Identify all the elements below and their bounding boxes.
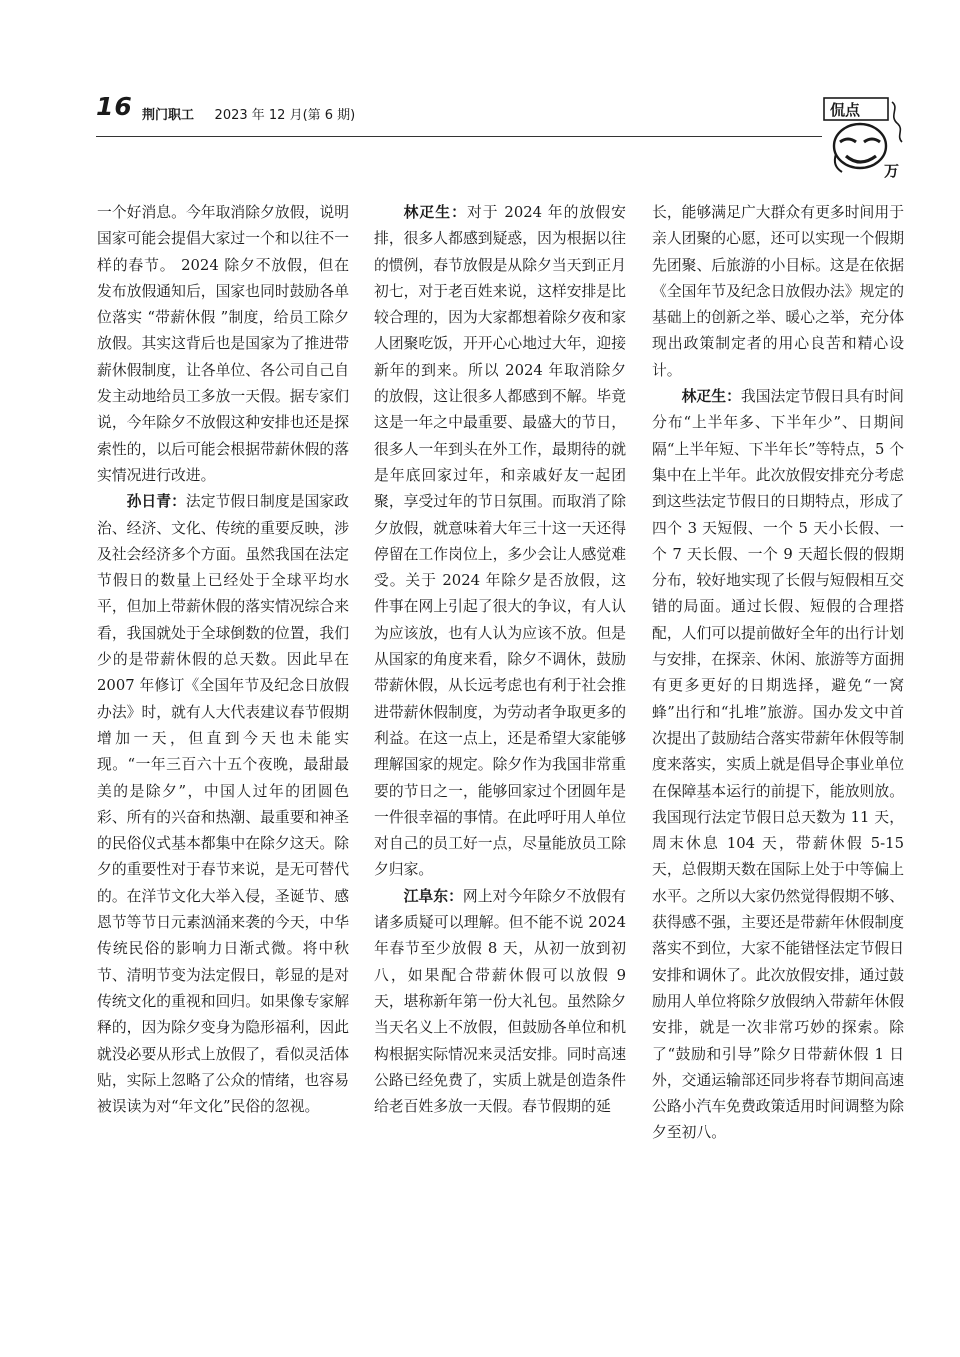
header-rule bbox=[96, 136, 822, 137]
paragraph-text: 法定节假日制度是国家政治、经济、文化、传统的重要反映，涉及社会经济多个方面。虽然我国在法定节假日的数量上已经处于全球平均水平，但加上带薪休假的落实情况综合来看，我国就处于全球倒数的位置，我们少的是带薪休假的总天数。因此早在 2007 年修订《全国年节及纪念日放假办法》时，就有人大代表建议春节假期增加一天，但直到今天也未能实现。“一年三百六十五个夜晚，最甜最美的是除夕”，中国人过年的团圆色彩、所有的兴奋和热潮、最重要和神圣的民俗仪式基本都集中在除夕这天。除夕的重要性对于春节来说，是无可替代的。在洋节文化大举入侵，圣诞节、感恩节等节日元素汹涌来袭的今天，中华传统民俗的影响力日渐式微。将中秋节、清明节变为法定假日，彰显的是对传统文化的重视和回归。如果像专家解释的，因为除夕变身为隐形福利，因此就没必要从形式上放假了，看似灵活体贴，实际上忽略了公众的情绪，也容易被误读为对“年文化”民俗的忽视。 bbox=[97, 493, 349, 1116]
paragraph: 一个好消息。今年取消除夕放假，说明国家可能会提倡大家过一个和以往不一样的春节。 2024 除夕不放假，但在发布放假通知后，国家也同时鼓励各单位落实 “带薪休假 ”制度，给员工除夕放假。其实这背后也是国家为了推进带薪休假制度，让各单位、各公司自己自发主动地给员工多放一天假。据专家们说，今年除夕不放假这种安排也还是探索性的，以后可能会根据带薪休假的落实情况进行改进。 bbox=[97, 204, 349, 484]
speaker-name: 孙日青： bbox=[126, 493, 186, 511]
column-1 bbox=[97, 200, 349, 1120]
magazine-name: 荆门职工 bbox=[142, 108, 195, 123]
paragraph-text: 网上对今年除夕不放假有诸多质疑可以理解。但不能不说 2024 年春节至少放假 8 天，从初一放到初八，如果配合带薪休假可以放假 9 天，堪称新年第一份大礼包。虽然除夕当天名义上不放假，但鼓励各单位和机构根据实际情况来灵活安排。同时高速公路已经免费了，实质上就是创造条件给老百姓多放一天假。春节假期的延 bbox=[374, 887, 626, 1116]
speaker-name: 林疋生： bbox=[681, 388, 741, 406]
page-number: 16 bbox=[96, 92, 133, 121]
talking-head-logo-icon bbox=[822, 94, 908, 180]
paragraph bbox=[374, 200, 626, 884]
column-3 bbox=[652, 200, 904, 1147]
speaker-name: 江阜东： bbox=[403, 887, 463, 905]
paragraph-text: 我国法定节假日具有时间分布“上半年多、下半年少”、日期间隔“上半年短、下半年长”等特点，5 个集中在上半年。此次放假安排充分考虑到这些法定节假日的日期特点，形成了四个 3 天短假、一个 5 天小长假、一个 7 天长假、一个 9 天超长假的假期分布，较好地实现了长假与短假相互交错的局面。通过长假、短假的合理搭配，人们可以提前做好全年的出行计划与安排，在探亲、休闲、旅游等方面拥有更多更好的日期选择，避免“一窝蜂”出行和“扎堆”旅游。国办发文中首次提出了鼓励结合落实带薪年休假等制度来落实，实质上就是倡导企事业单位在保障基本运行的前提下，能放则放。我国现行法定节假日总天数为 11 天，周末休息 104 天，带薪休假 5-15 天，总假期天数在国际上处于中等偏上水平。之所以大家仍然觉得假期不够、获得感不强，主要还是带薪年休假制度落实不到位，大家不能错怪法定节假日安排和调休了。此次放假安排，通过鼓励用人单位将除夕放假纳入带薪年休假安排，就是一次非常巧妙的探索。除了“鼓励和引导”除夕日带薪休假 1 日外，交通运输部还同步将春节期间高速公路小汽车免费政策适用时间调整为除夕至初八。 bbox=[652, 388, 904, 1142]
paragraph bbox=[97, 489, 349, 1120]
paragraph bbox=[374, 884, 626, 1121]
page-header bbox=[96, 92, 816, 132]
logo-text-side: 万 bbox=[884, 162, 900, 180]
paragraph-text: 对于 2024 年的放假安排，很多人都感到疑惑，因为根据以往的惯例，春节放假是从除夕当天到正月初七，对于老百姓来说，这样安排是比较合理的，因为大家都想着除夕夜和家人团聚吃饭，开开心心地过大年，迎接新年的到来。所以 2024 年取消除夕的放假，这让很多人都感到不解。毕竟这是一年之中最重要、最盛大的节日，很多人一年到头在外工作，最期待的就是年底回家过年，和亲戚好友一起团聚，享受过年的节日氛围。而取消了除夕放假，就意味着大年三十这一天还得停留在工作岗位上，多少会让人感觉难受。关于 2024 年除夕是否放假，这件事在网上引起了很大的争议，有人认为应该放，也有人认为应该不放。但是从国家的角度来看，除夕不调休，鼓励带薪休假，从长远考虑也有利于社会推进带薪休假制度，为劳动者争取更多的利益。在这一点上，还是希望大家能够理解国家的规定。除夕作为我国非常重要的节日之一，能够回家过个团圆年是一件很幸福的事情。在此呼吁用人单位对自己的员工好一点，尽量能放员工除夕归家。 bbox=[374, 204, 626, 879]
logo-text-top: 侃点 bbox=[830, 101, 861, 119]
issue-date: 2023 年 12 月(第 6 期) bbox=[214, 108, 356, 123]
paragraph bbox=[652, 384, 904, 1147]
column-2 bbox=[374, 200, 626, 1120]
paragraph: 长，能够满足广大群众有更多时间用于亲人团聚的心愿，还可以实现一个假期先团聚、后旅游的小目标。这是在依据《全国年节及纪念日放假办法》规定的基础上的创新之举、暖心之举，充分体现出政策制定者的用心良苦和精心设计。 bbox=[652, 204, 904, 379]
speaker-name: 林疋生： bbox=[403, 204, 467, 221]
running-head bbox=[142, 104, 355, 123]
